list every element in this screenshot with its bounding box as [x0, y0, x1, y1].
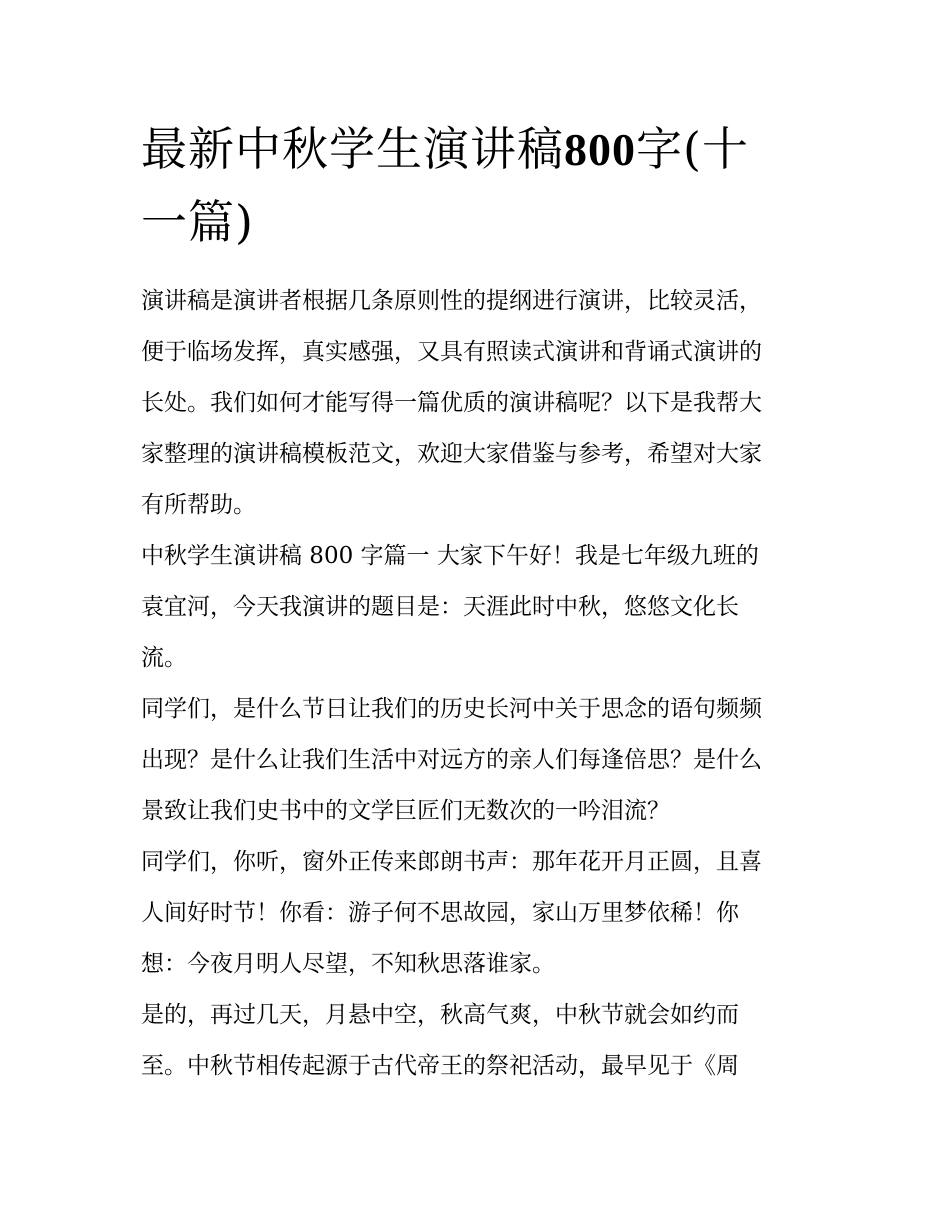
text-line: 同学们，你听，窗外正传来郎朗书声：那年花开月正圆，且喜 [141, 849, 762, 875]
text-line: 至。中秋节相传起源于古代帝王的祭祀活动，最早见于《周 [141, 1053, 739, 1079]
paragraph-origin [141, 996, 817, 1085]
title-text-part2: 字(十 [636, 122, 749, 176]
text-line: 景致让我们史书中的文学巨匠们无数次的一吟泪流？ [141, 798, 670, 824]
text-line: 出现？是什么让我们生活中对远方的亲人们每逢倍思？是什么 [141, 747, 762, 773]
text-line: 流。 [141, 645, 187, 671]
page-title [141, 113, 821, 258]
title-text-line2: 一篇) [141, 195, 254, 249]
paragraph-intro [141, 282, 817, 524]
text-line: 人间好时节！你看：游子何不思故园，家山万里梦依稀！你 [141, 900, 739, 926]
paragraph-speech-one-opening [141, 537, 817, 677]
text-line: 袁宜河，今天我演讲的题目是：天涯此时中秋，悠悠文化长 [141, 594, 739, 620]
text-line: 同学们，是什么节日让我们的历史长河中关于思念的语句频频 [141, 696, 762, 722]
text-line: 想：今夜月明人尽望，不知秋思落谁家。 [141, 951, 555, 977]
text-line: 家整理的演讲稿模板范文，欢迎大家借鉴与参考，希望对大家 [141, 441, 762, 467]
title-text-part1: 最新中秋学生演讲稿 [141, 122, 564, 176]
text-line: 中秋学生演讲稿 800 字篇一 大家下午好！我是七年级九班的 [141, 543, 759, 569]
text-line: 便于临场发挥，真实感强，又具有照读式演讲和背诵式演讲的 [141, 339, 762, 365]
paragraph-questions [141, 690, 817, 830]
title-number: 800 [564, 124, 636, 175]
text-line: 有所帮助。 [141, 492, 256, 518]
text-line: 演讲稿是演讲者根据几条原则性的提纲进行演讲，比较灵活， [141, 288, 762, 314]
paragraph-poetry [141, 843, 817, 983]
text-line: 长处。我们如何才能写得一篇优质的演讲稿呢？以下是我帮大 [141, 390, 762, 416]
text-line: 是的，再过几天，月悬中空，秋高气爽，中秋节就会如约而 [141, 1002, 739, 1028]
document-body [141, 282, 817, 1085]
